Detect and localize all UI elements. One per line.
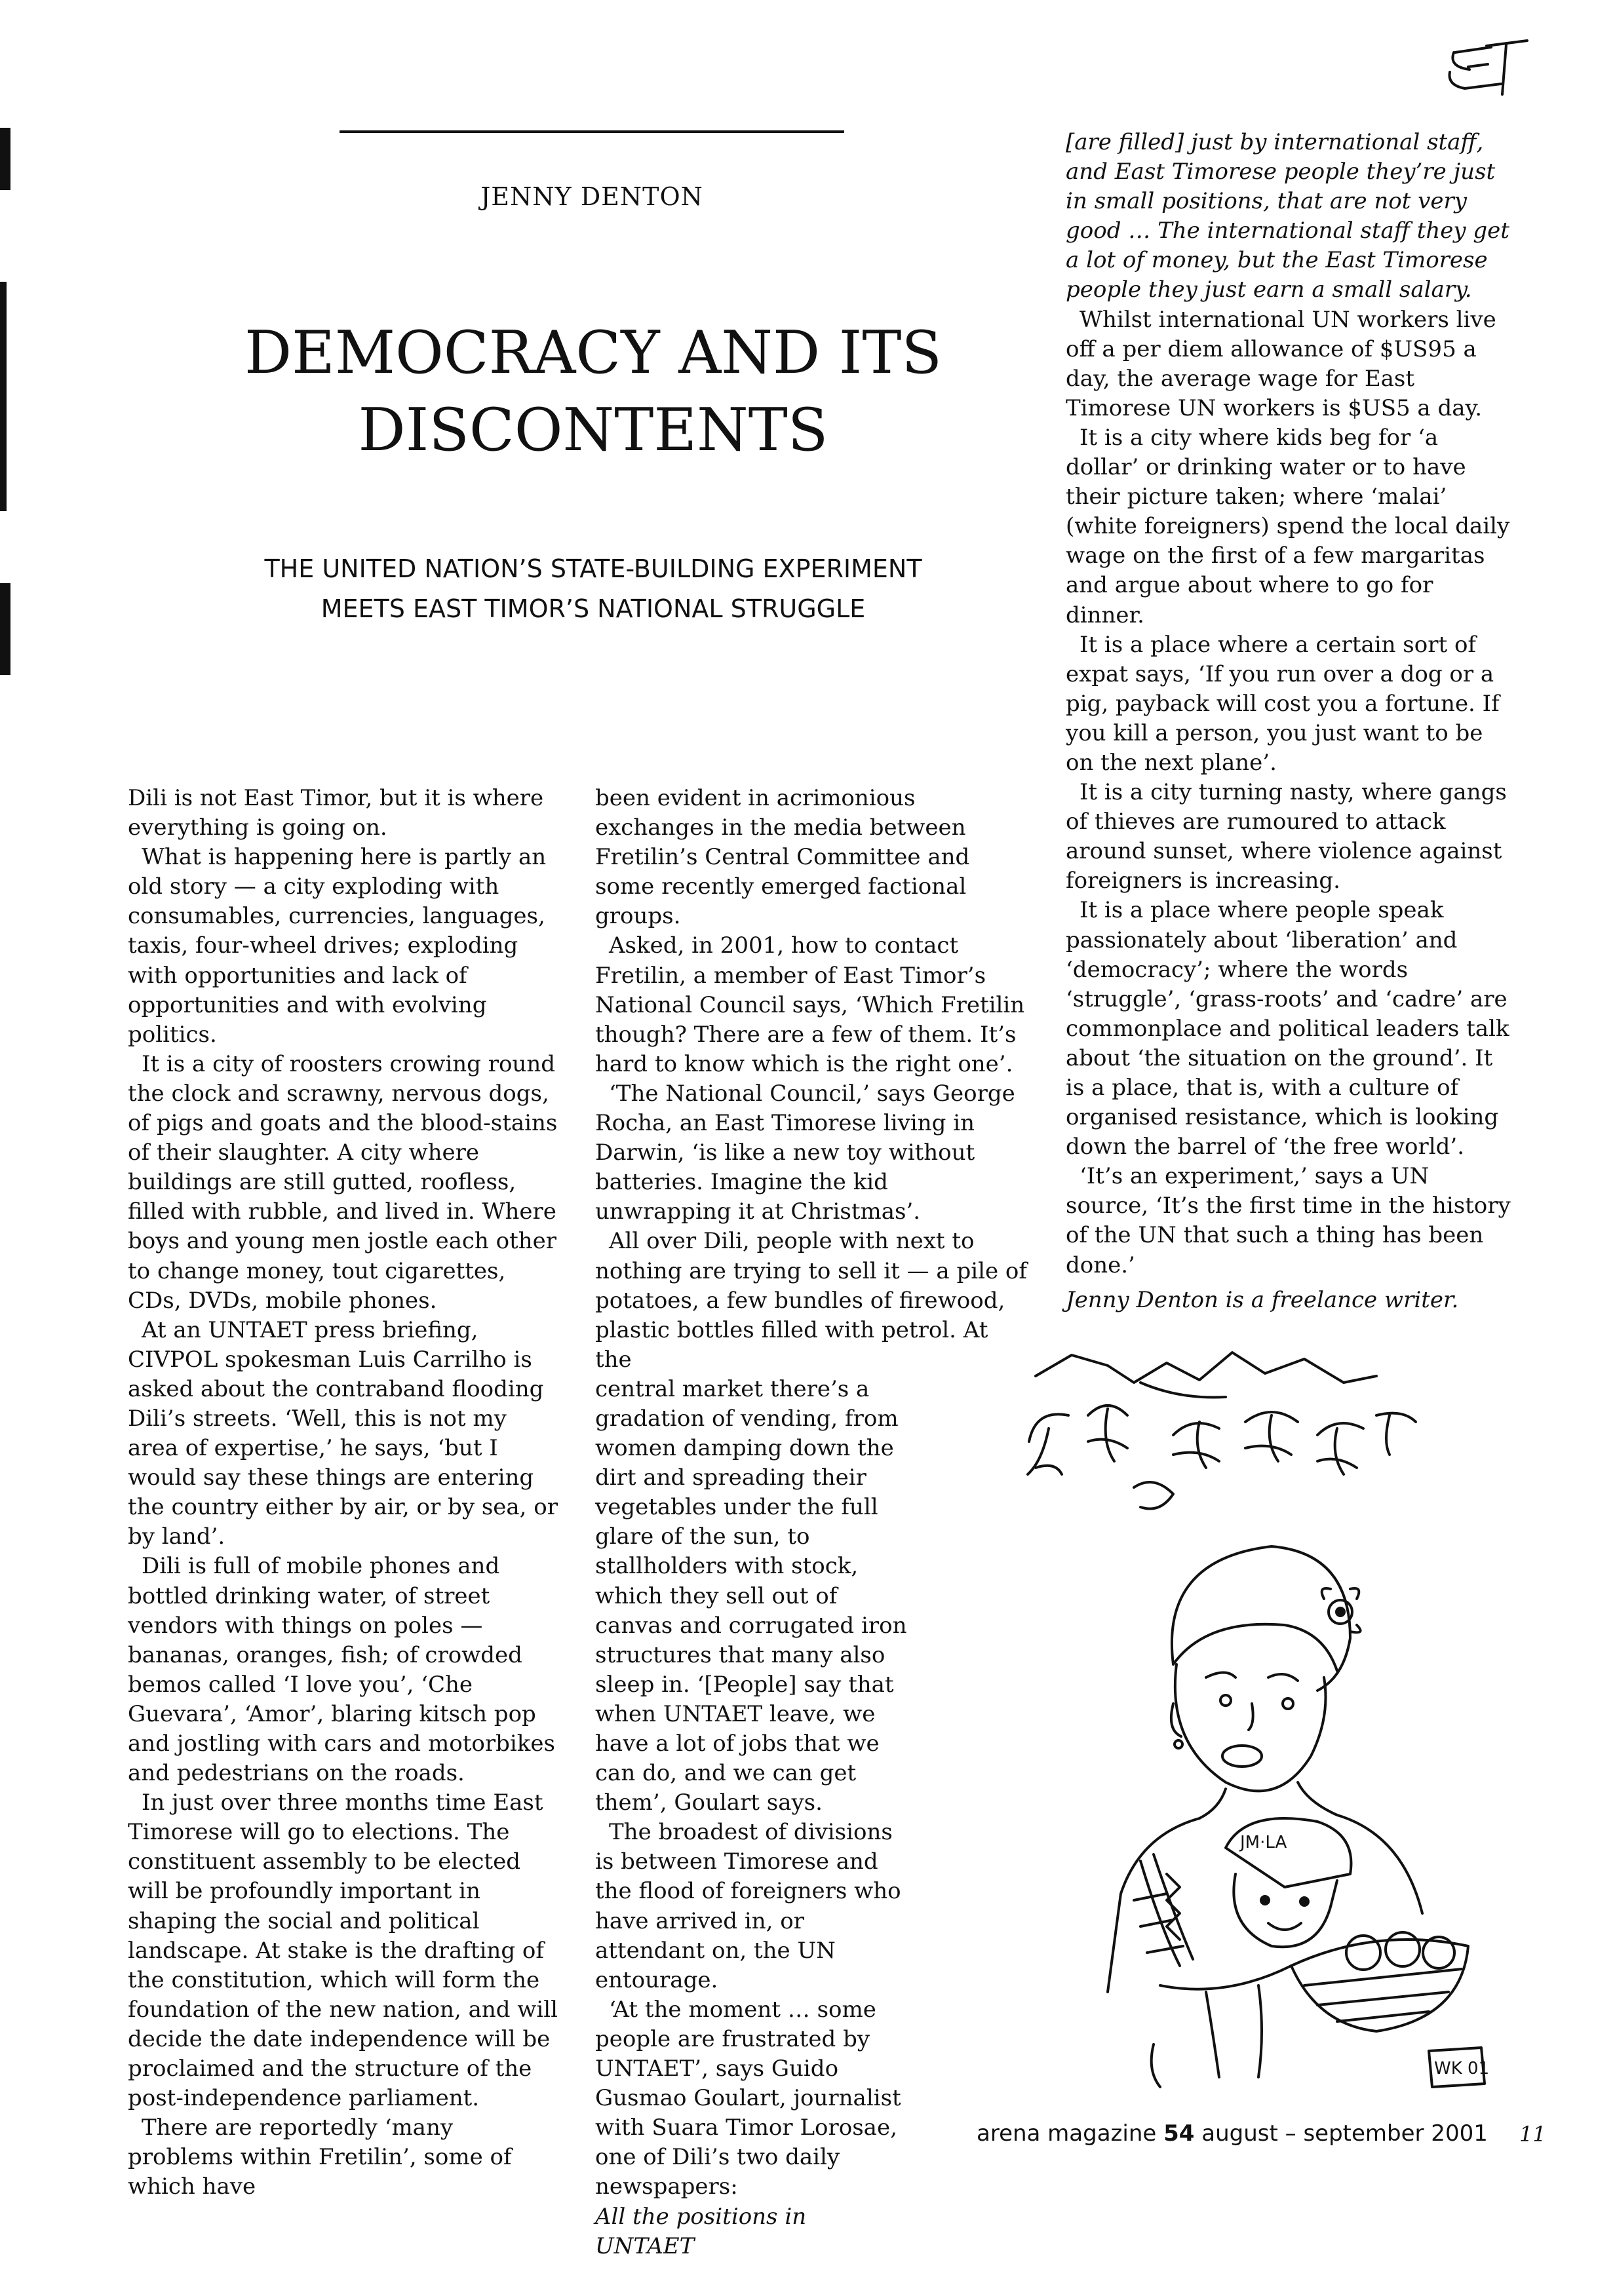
margin-mark — [0, 583, 10, 675]
paragraph: central market there’s a gradation of vending, from women damping down the dirt and spreading their vegetables under the full glare of the sun, to stallholders with stock, which they sell out of canvas and corrugated iron structures that many also sleep in. ‘[People] say that when UNTAET leave, we have a lot of jobs that we can do, and we can get them’, Goulart says. — [595, 1375, 907, 1816]
paragraph: It is a city turning nasty, where gangs of thieves are rumoured to attack around sunset, where violence against foreigners is increasing. — [1066, 779, 1507, 894]
paragraph: It is a city of roosters crowing round the clock and scrawny, nervous dogs, of pigs and goats and the blood-stains of their slaughter. A city where buildings are still gutted, roofless, filled with rubble, and lived in. Where boys and young men jostle each other to change money, tout cigarettes, CDs, DVDs, mobile phones. — [128, 1050, 558, 1314]
margin-mark — [0, 282, 7, 511]
title-line: DEMOCRACY AND ITS — [244, 318, 943, 387]
illustrator-signature: WK 01 — [1434, 2059, 1490, 2078]
article-column-3 — [1066, 128, 1515, 1280]
paragraph: It is a place where people speak passionately about ‘liberation’ and ‘democracy’; where the words ‘struggle’, ‘grass-roots’ and ‘cadre’ are commonplace and political leaders talk about ‘the situation on the ground’. It is a place, that is, with a culture of organised resistance, which is looking down the barrel of ‘the free world’. — [1066, 897, 1509, 1160]
author-bio: Jenny Denton is a freelance writer. — [1066, 1287, 1459, 1313]
issue-number: 54 — [1163, 2120, 1195, 2147]
paragraph: What is happening here is partly an old story — a city exploding with consumables, currencies, languages, taxis, four-wheel drives; exploding with opportunities and lack of opportunities and with evolving politics. — [128, 844, 547, 1048]
subtitle-line: THE UNITED NATION’S STATE-BUILDING EXPERIMENT — [264, 554, 922, 583]
quote-paragraph: All the positions in UNTAET — [595, 2203, 807, 2259]
paragraph: There are reportedly ‘many problems within Fretilin’, some of which have — [128, 2114, 512, 2200]
paragraph: ‘The National Council,’ says George Rocha, an East Timorese living in Darwin, ‘is like a new toy without batteries. Imagine the kid unwrapping it at Christmas’. — [595, 1080, 1015, 1225]
handwritten-annotation — [1429, 26, 1534, 107]
paragraph: It is a city where kids beg for ‘a dollar’ or drinking water or to have their picture taken; where ‘malai’ (white foreigners) spend the local daily wage on the first of a few margaritas and argue about where to go for dinner. — [1066, 424, 1510, 628]
article-subtitle — [157, 549, 1029, 629]
narrow-text-block — [595, 1375, 910, 2261]
author-byline: JENNY DENTON — [480, 182, 703, 211]
paragraph: Dili is full of mobile phones and bottled drinking water, of street vendors with things on poles — bananas, oranges, fish; of crowded bemos called ‘I love you’, ‘Che Guevara’, ‘Amor’, blaring kitsch pop and jostling with cars and motorbikes and pedestrians on the roads. — [128, 1553, 555, 1787]
quote-paragraph: [are filled] just by international staff, and East Timorese people they’re just in small positions, that are not very good … The international staff they get a lot of money, but the East Timorese people they just earn a small salary. — [1066, 129, 1509, 303]
title-line: DISCONTENTS — [358, 396, 828, 465]
issue-date: august – september 2001 — [1201, 2120, 1488, 2147]
paragraph: Dili is not East Timor, but it is where everything is going on. — [128, 785, 544, 841]
paragraph: ‘At the moment … some people are frustrated by UNTAET’, says Guido Gusmao Goulart, journalist with Suara Timor Lorosae, one of Dili’s two daily newspapers: — [595, 1996, 901, 2200]
article-column-1 — [128, 784, 560, 2202]
paragraph: In just over three months time East Timorese will go to elections. The constituent assembly to be elected will be profoundly important in shaping the social and political landscape. At stake is the drafting of the constitution, which will form the foundation of the new nation, and will decide the date independence will be proclaimed and the structure of the post-independence parliament. — [128, 1789, 558, 2112]
paragraph: Whilst international UN workers live off a per diem allowance of $US95 a day, the average wage for East Timorese UN workers is $US5 a day. — [1066, 306, 1496, 421]
paragraph: All over Dili, people with next to nothing are trying to sell it — a pile of potatoes, a few bundles of firewood, plastic bottles filled with petrol. At the — [595, 1228, 1027, 1373]
paragraph: Asked, in 2001, how to contact Fretilin, a member of East Timor’s National Council says, ‘Which Fretilin though? There are a few of them. It’s hard to know which is the right one’. — [595, 932, 1025, 1077]
cap-text: JM·LA — [1240, 1833, 1287, 1852]
article-column-2 — [595, 784, 1028, 2261]
margin-mark — [0, 128, 10, 190]
magazine-name: arena magazine — [977, 2120, 1157, 2147]
annotation-text — [1442, 26, 1443, 27]
paragraph: The broadest of divisions is between Timorese and the flood of foreigners who have arrived in, or attendant on, the UN entourage. — [595, 1819, 901, 1993]
paragraph: At an UNTAET press briefing, CIVPOL spokesman Luis Carrilho is asked about the contraband flooding Dili’s streets. ‘Well, this is not my area of expertise,’ he says, ‘but I would say these things are entering the country either by air, or by sea, or by land’. — [128, 1316, 558, 1550]
article-title — [170, 315, 1016, 469]
paragraph: been evident in acrimonious exchanges in the media between Fretilin’s Central Committee and some recently emerged factional groups. — [595, 785, 970, 930]
subtitle-line: MEETS EAST TIMOR’S NATIONAL STRUGGLE — [321, 594, 866, 623]
illustration — [1009, 1337, 1494, 2090]
page-number: 11 — [1519, 2122, 1546, 2147]
paragraph: ‘It’s an experiment,’ says a UN source, ‘It’s the first time in the history of the UN that such a thing has been done.’ — [1066, 1163, 1511, 1278]
page-footer — [977, 2120, 1488, 2147]
paragraph: It is a place where a certain sort of expat says, ‘If you run over a dog or a pig, payback will cost you a fortune. If you kill a person, you just want to be on the next plane’. — [1066, 631, 1500, 776]
title-rule — [340, 130, 844, 133]
